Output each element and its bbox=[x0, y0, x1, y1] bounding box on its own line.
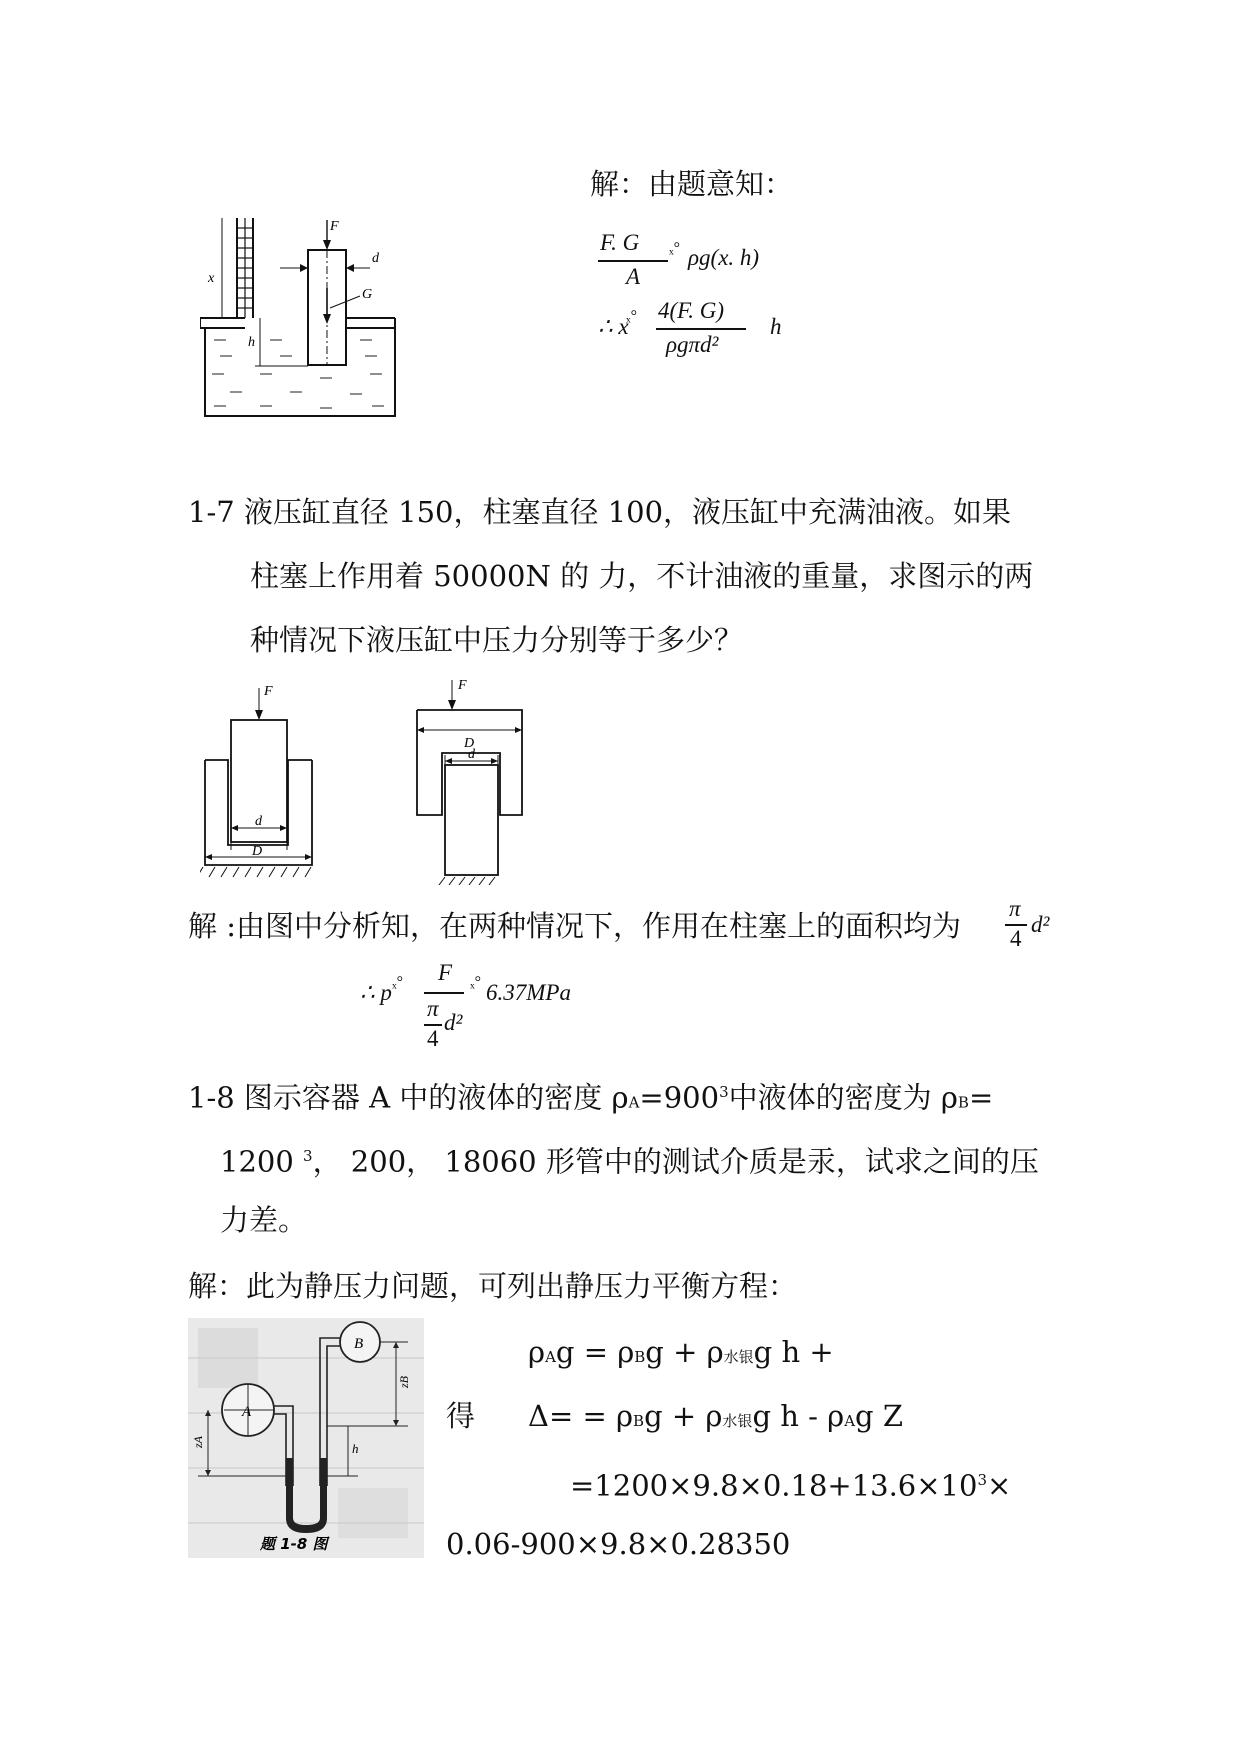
fig17a-label-D: D bbox=[252, 844, 263, 859]
fig17a-label-d: d bbox=[255, 814, 262, 829]
solution-intro-1-6: 解：由题意知： bbox=[590, 167, 794, 201]
fig17b-label-F: F bbox=[458, 678, 467, 693]
equation-1-8-line1: ρAg = ρBg + ρ水银g h + bbox=[528, 1335, 834, 1369]
fig18-label-zA: zA bbox=[191, 1436, 205, 1448]
figure-1-8-caption: 题 1-8 图 bbox=[260, 1535, 328, 1553]
equation-1-8-line2: Δ= = ρBg + ρ水银g h - ρAg Z bbox=[528, 1399, 903, 1433]
question-1-8-line1: 1-8 图示容器 A 中的液体的密度 $\rho A=900^3$中液体的密度为 ρB= bbox=[188, 1080, 994, 1115]
equation-1-6-b: ∴ x ₓ° 4(F. G) ρgπd² h bbox=[598, 298, 782, 357]
fig16-label-F: F bbox=[330, 219, 339, 234]
fig16-label-x: x bbox=[208, 271, 215, 286]
solution-1-7-area-fraction: π 4 d² bbox=[1005, 896, 1065, 966]
fig16-label-h: h bbox=[248, 335, 255, 350]
solution-1-8-intro: 解：此为静压力问题，可列出静压力平衡方程： bbox=[188, 1269, 798, 1303]
fig18-label-zB: zB bbox=[397, 1376, 411, 1388]
fig18-label-B: B bbox=[354, 1336, 364, 1352]
solution-1-7-line: 解 :由图中分析知，在两种情况下，作用在柱塞上的面积均为 bbox=[188, 909, 961, 943]
question-1-8-line2: 1200 $^3$， 200， 18060 形管中的测试介质是汞，试求之间的压 bbox=[220, 1144, 1039, 1179]
equation-1-8-line3: $=1200\times 9.8\times 0.18+13.6\times 10^3\times$ bbox=[570, 1468, 1012, 1503]
question-1-7-line1: 1-7 液压缸直径 150，柱塞直径 100，液压缸中充满油液。如果 bbox=[188, 495, 1012, 529]
question-1-7-line3: 种情况下液压缸中压力分别等于多少？ bbox=[250, 623, 744, 657]
fig17b-label-D: D bbox=[464, 736, 475, 751]
fig18-label-A: A bbox=[242, 1404, 252, 1420]
equation-1-6-a: F. G A ₓ° ρg(x. h) bbox=[600, 230, 760, 289]
equation-1-7: ∴ p ₓ° F π 4 d² ₓ° 6.37MPa bbox=[360, 960, 571, 1051]
figure-1-7-a bbox=[200, 680, 320, 880]
question-1-7-line2: 柱塞上作用着 50000N 的 力，不计油液的重量，求图示的两 bbox=[250, 559, 1034, 593]
equation-1-8-de-label: 得 bbox=[446, 1399, 476, 1433]
fig18-label-h: h bbox=[352, 1441, 359, 1456]
fig17b-label-d: d bbox=[468, 747, 475, 762]
fig16-label-d: d bbox=[372, 251, 379, 266]
equation-1-8-line4: 0.06-900×9.8×0.28350 bbox=[446, 1527, 791, 1561]
figure-1-8 bbox=[188, 1318, 424, 1558]
figure-1-6 bbox=[200, 218, 400, 418]
fig17a-label-F: F bbox=[264, 684, 273, 699]
figure-1-7-b bbox=[412, 675, 532, 885]
fig16-label-G: G bbox=[362, 287, 373, 302]
question-1-8-line3: 力差。 bbox=[220, 1203, 308, 1237]
